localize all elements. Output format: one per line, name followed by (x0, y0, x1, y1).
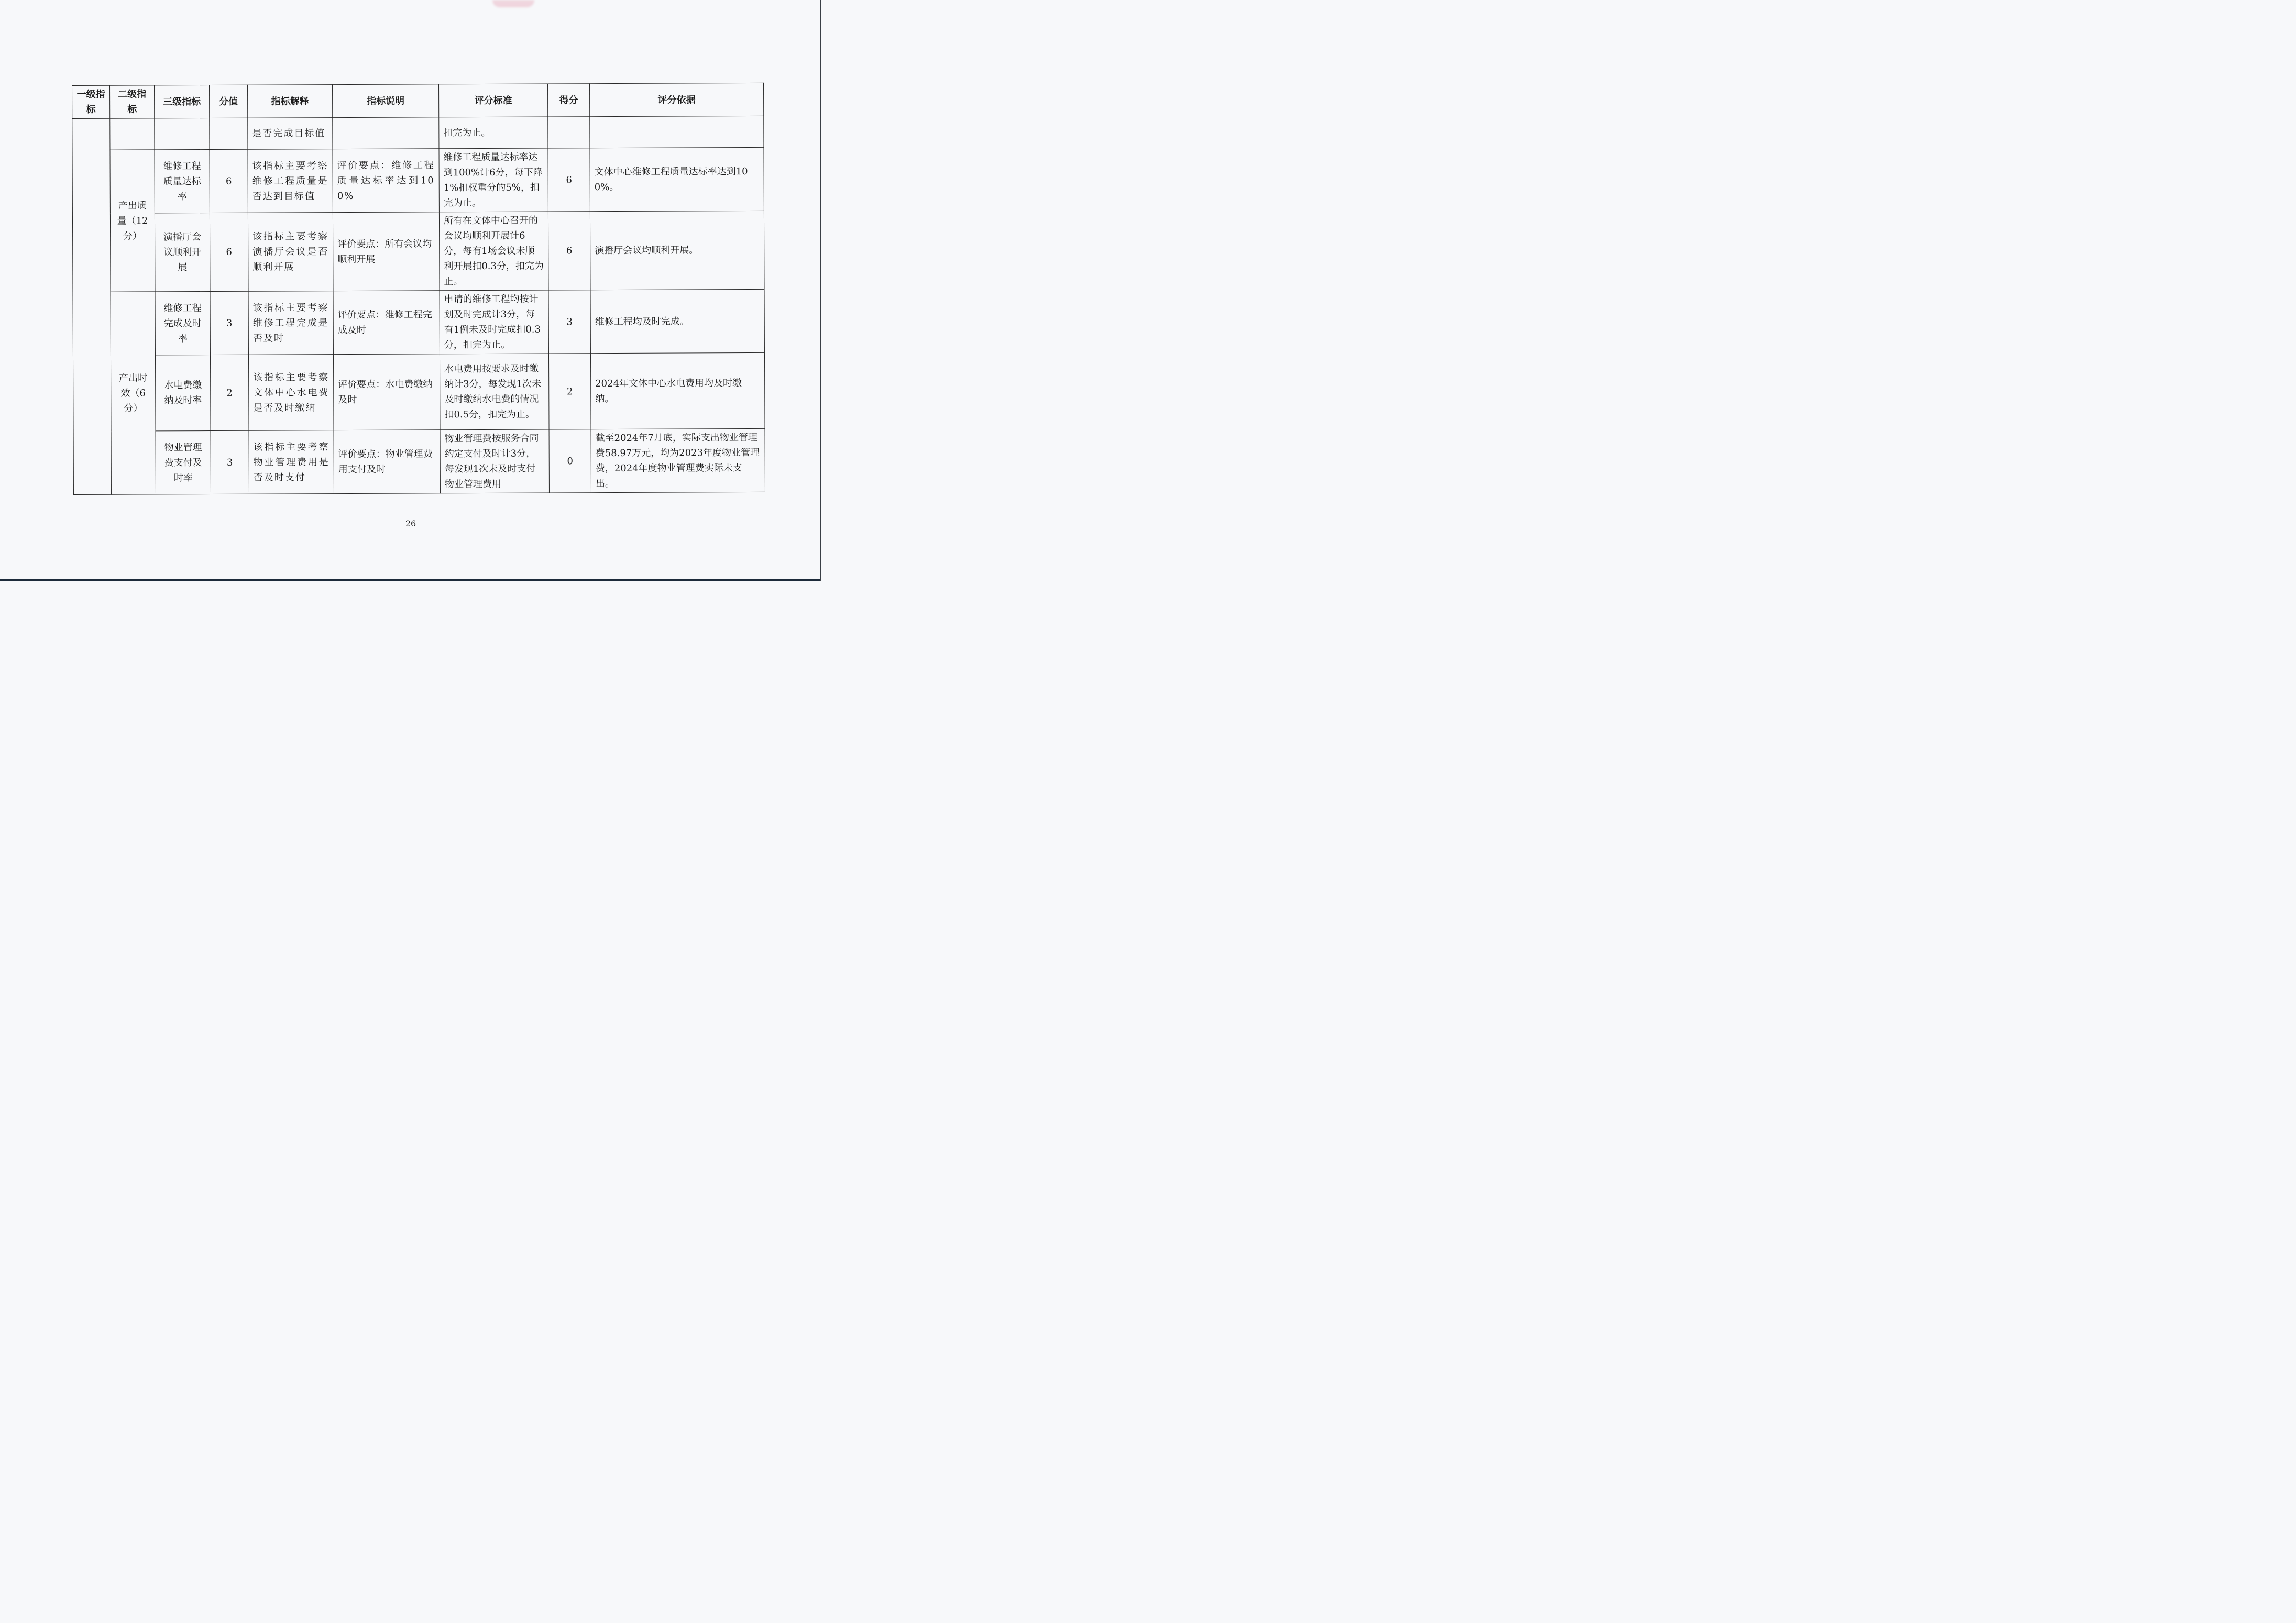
cell-criteria: 水电费用按要求及时缴纳计3分，每发现1次未及时缴纳水电费的情况扣0.5分，扣完为止。 (440, 354, 549, 430)
cell-score-value: 6 (210, 213, 248, 291)
header-basis: 评分依据 (589, 83, 763, 116)
cell-criteria: 所有在文体中心召开的会议均顺利开展计6分，每有1场会议未顺利开展扣0.3分，扣完为止。 (439, 212, 548, 291)
header-primary-indicator: 一级指标 (72, 85, 110, 118)
table-row (73, 428, 765, 494)
cell-tertiary: 演播厅会议顺利开展 (155, 213, 210, 291)
cell-basis (590, 116, 764, 148)
cell-explanation: 是否完成目标值 (248, 118, 333, 150)
cell-basis: 2024年文体中心水电费用均及时缴纳。 (590, 352, 765, 429)
cell-basis: 文体中心维修工程质量达标率达到100%。 (590, 147, 764, 211)
scan-edge-right (820, 0, 821, 581)
cell-criteria: 扣完为止。 (439, 117, 548, 149)
header-explanation: 指标解释 (247, 85, 332, 118)
cell-score: 3 (548, 290, 590, 354)
cell-note: 评价要点：水电费缴纳及时 (333, 354, 440, 430)
header-tertiary-indicator: 三级指标 (155, 85, 210, 118)
table-row (73, 289, 764, 355)
cell-score-value (210, 118, 248, 149)
cell-note (333, 117, 439, 149)
cell-explanation: 该指标主要考察物业管理费用是否及时支付 (249, 430, 334, 494)
table-header-row (72, 83, 764, 118)
cell-criteria: 维修工程质量达标率达到100%计6分，每下降1%扣权重分的5%，扣完为止。 (439, 148, 548, 212)
cell-explanation: 该指标主要考察文体中心水电费是否及时缴纳 (248, 355, 334, 431)
page-number: 26 (405, 518, 416, 528)
table-row (72, 147, 764, 213)
cell-tertiary: 水电费缴纳及时率 (155, 355, 211, 430)
cell-tertiary: 物业管理费支付及时率 (156, 430, 211, 494)
header-secondary-indicator: 二级指标 (110, 85, 155, 118)
cell-score: 0 (549, 429, 591, 493)
cell-note: 评价要点：维修工程完成及时 (333, 291, 440, 355)
cell-tertiary (155, 118, 210, 149)
table-row (73, 352, 765, 431)
table-row (72, 211, 764, 292)
cell-basis: 维修工程均及时完成。 (590, 289, 764, 353)
evaluation-table-container (72, 83, 765, 495)
primary-indicator-cell (72, 118, 112, 494)
cell-criteria: 物业管理费按服务合同约定支付及时计3分，每发现1次未及时支付物业管理费用 (440, 429, 549, 493)
cell-explanation: 该指标主要考察维修工程完成是否及时 (248, 291, 333, 355)
cell-score: 6 (548, 148, 590, 212)
secondary-indicator-cell: 产出时效（6分） (111, 292, 156, 494)
header-note: 指标说明 (332, 84, 438, 118)
cell-basis: 演播厅会议均顺利开展。 (590, 211, 764, 290)
cell-score (548, 117, 590, 148)
red-stamp-fragment (492, 0, 534, 7)
header-score: 得分 (547, 84, 589, 117)
cell-note: 评价要点：物业管理费用支付及时 (334, 430, 440, 494)
cell-explanation: 该指标主要考察维修工程质量是否达到目标值 (248, 149, 333, 213)
cell-score-value: 6 (210, 149, 248, 213)
cell-explanation: 该指标主要考察演播厅会议是否顺利开展 (248, 213, 333, 292)
header-criteria: 评分标准 (438, 84, 547, 117)
header-score-value: 分值 (210, 85, 248, 118)
cell-score-value: 3 (210, 291, 248, 355)
cell-basis: 截至2024年7月底，实际支出物业管理费58.97万元，均为2023年度物业管理费，2024年度物业管理费实际未支出。 (591, 428, 765, 492)
table-row-continued (72, 116, 764, 150)
scan-edge-bottom (0, 579, 821, 581)
cell-secondary (110, 118, 155, 150)
evaluation-table (72, 83, 765, 495)
cell-score-value: 2 (210, 355, 249, 430)
cell-tertiary: 维修工程质量达标率 (155, 149, 210, 213)
cell-score: 6 (548, 212, 590, 290)
cell-note: 评价要点：所有会议均顺利开展 (333, 212, 440, 291)
cell-score-value: 3 (211, 430, 249, 494)
cell-criteria: 申请的维修工程均按计划及时完成计3分，每有1例未及时完成扣0.3分，扣完为止。 (440, 290, 548, 354)
cell-score: 2 (548, 354, 591, 429)
cell-tertiary: 维修工程完成及时率 (155, 291, 210, 355)
secondary-indicator-cell: 产出质量（12分） (110, 150, 155, 292)
cell-note: 评价要点：维修工程质量达标率达到100% (333, 149, 439, 213)
